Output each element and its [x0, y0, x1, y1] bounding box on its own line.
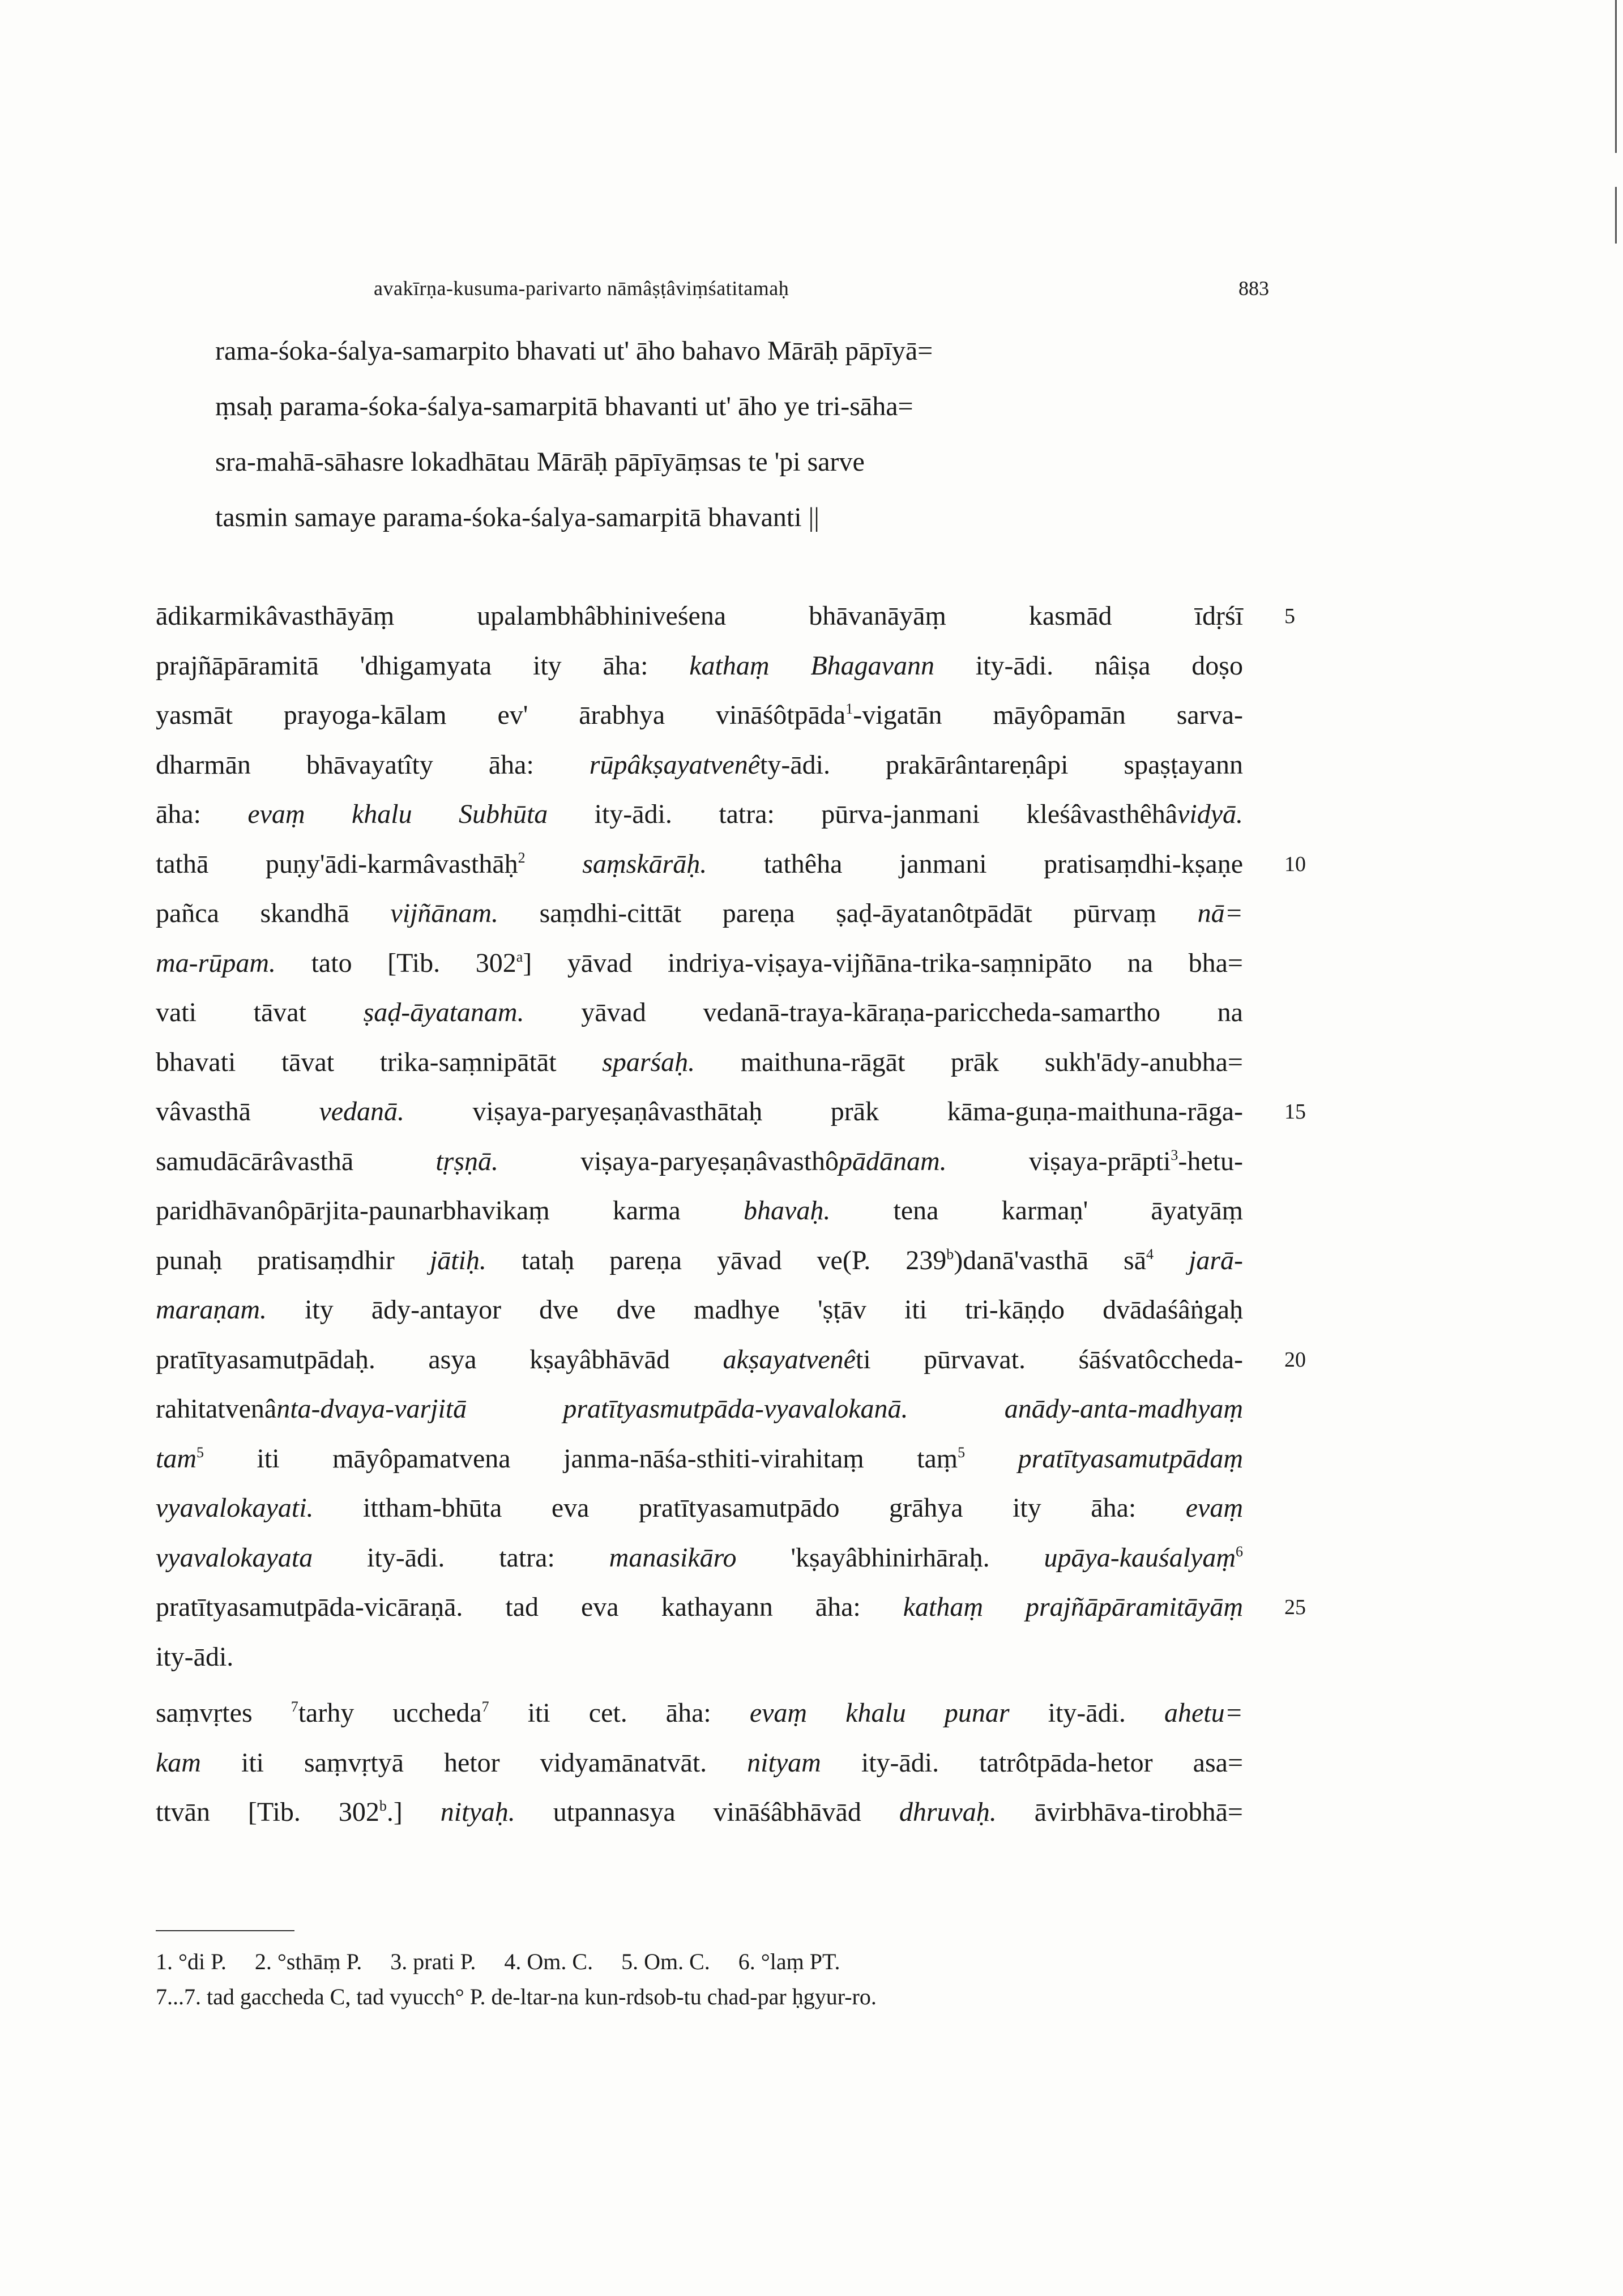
- text-run: rahitatvenâ: [156, 1394, 277, 1424]
- text-run: ity-ādi.: [156, 1642, 234, 1672]
- running-header: [374, 276, 1269, 305]
- text-run: ādikarmikâvasthāyāṃ upalambhâbhiniveśena bhāvanāyāṃ kasmād īdṛśī: [156, 601, 1243, 631]
- italic-term: vijñānam.: [390, 898, 499, 928]
- line-number: 20: [1284, 1348, 1306, 1372]
- text-line: [156, 1590, 1243, 1624]
- footnote-rule: [156, 1930, 294, 1931]
- text-run: tathêha janmani pratisaṃdhi-kṣaṇe: [707, 849, 1244, 879]
- text-line: tasmin samaye parama-śoka-śalya-samarpitā bhavanti ||: [215, 502, 819, 532]
- text-line: [156, 1045, 1243, 1079]
- italic-term: pratītyasamutpādaṃ: [1018, 1444, 1243, 1474]
- text-run: paridhāvanôpārjita-paunarbhavikaṃ karma: [156, 1196, 744, 1226]
- text-run: ity-ādi. nâiṣa doṣo: [934, 651, 1243, 681]
- text-line: [156, 797, 1243, 831]
- text-line: [156, 1194, 1243, 1228]
- scan-edge-mark: [1615, 0, 1617, 153]
- italic-term: kathaṃ Bhagavann: [689, 651, 934, 681]
- text-run: vati tāvat: [156, 997, 364, 1027]
- running-title: avakīrṇa-kusuma-parivarto nāmâṣṭâviṃśatitamaḥ: [374, 277, 789, 300]
- text-line: rama-śoka-śalya-samarpito bhavati ut' āho bahavo Mārāḥ pāpīyā=: [215, 336, 933, 366]
- italic-term: nityam: [747, 1748, 821, 1778]
- italic-term: evaṃ khalu punar: [749, 1698, 1010, 1728]
- footnote-ref: 4: [1146, 1246, 1154, 1262]
- text-run: viṣaya-paryeṣaṇâvasthātaḥ prāk kāma-guṇa-maithuna-rāga-: [404, 1096, 1243, 1126]
- italic-term: vyavalokayata: [156, 1543, 313, 1573]
- text-line: [156, 1491, 1243, 1525]
- text-line: [156, 1244, 1243, 1278]
- text-run: 'kṣayâbhinirhāraḥ.: [736, 1543, 1044, 1573]
- footnote-ref: 2: [518, 850, 526, 866]
- text-run: pratītyasamutpādaḥ. asya kṣayâbhāvād: [156, 1345, 723, 1375]
- text-line: [156, 1795, 1243, 1829]
- line-number: 10: [1284, 852, 1306, 876]
- footnote-ref: a: [516, 949, 523, 965]
- text-run: ti pūrvavat. śāśvatôccheda-: [855, 1345, 1244, 1375]
- text-line: [156, 1640, 1243, 1674]
- footnote-ref: b: [379, 1798, 387, 1814]
- text-line: [156, 698, 1243, 732]
- footnote-ref: 1: [845, 701, 853, 717]
- footnote-line: 1. °di P. 2. °sthāṃ P. 3. prati P. 4. Om. C. 5. Om. C. 6. °laṃ PT.: [156, 1949, 840, 1974]
- footnote-ref: 5: [958, 1444, 966, 1461]
- text-line: [156, 897, 1243, 931]
- italic-term: upāya-kauśalyaṃ: [1044, 1543, 1236, 1573]
- text-run: tato [Tib. 302: [276, 948, 516, 978]
- text-run: utpannasya vināśâbhāvād: [515, 1797, 899, 1827]
- text-run: āvirbhāva-tirobhā=: [996, 1797, 1244, 1827]
- italic-term: pādānam.: [838, 1146, 947, 1176]
- text-run: -hetu-: [1178, 1146, 1243, 1176]
- italic-term: saṃskārāḥ.: [582, 849, 707, 879]
- text-line: [156, 1145, 1243, 1179]
- italic-term: kam: [156, 1748, 201, 1778]
- italic-term: maraṇam.: [156, 1295, 267, 1325]
- italic-term: rūpâkṣayatvenê: [589, 750, 760, 780]
- text-run: viṣaya-prāpti: [946, 1146, 1171, 1176]
- italic-term: vyavalokayati.: [156, 1493, 314, 1523]
- italic-term: nā=: [1197, 898, 1243, 928]
- text-run: [965, 1444, 1018, 1474]
- footnote-ref: 7: [481, 1698, 489, 1715]
- text-run: saṃvṛtes: [156, 1698, 291, 1728]
- italic-term: ma-rūpam.: [156, 948, 276, 978]
- text-run: vâvasthā: [156, 1096, 319, 1126]
- italic-term: dhruvaḥ.: [899, 1797, 997, 1827]
- italic-term: nta-dvaya-varjitā pratītyasmutpāda-vyavalokanā. anādy-anta-madhyaṃ: [276, 1394, 1243, 1424]
- italic-term: akṣayatvenê: [723, 1345, 856, 1375]
- text-line: [156, 1293, 1243, 1327]
- text-run: ity-ādi.: [1009, 1698, 1164, 1728]
- text-line: sra-mahā-sāhasre lokadhātau Mārāḥ pāpīyāṃsas te 'pi sarve: [215, 447, 865, 477]
- text-line: [156, 996, 1243, 1030]
- text-run: ity-ādi. tatra: pūrva-janmani kleśâvasthêhâ: [548, 799, 1178, 829]
- text-run: maithuna-rāgāt prāk sukh'ādy-anubha=: [695, 1047, 1243, 1077]
- text-line: [156, 1442, 1243, 1476]
- text-run: viṣaya-paryeṣaṇâvasthô: [498, 1146, 839, 1176]
- text-run: pañca skandhā: [156, 898, 391, 928]
- text-run: punaḥ pratisaṃdhir: [156, 1245, 430, 1275]
- text-line: [156, 1095, 1243, 1129]
- footnote-line: 7...7. tad gaccheda C, tad vyucch° P. de-ltar-na kun-rdsob-tu chad-par ḥgyur-ro.: [156, 1984, 877, 2009]
- italic-term: kathaṃ prajñāpāramitāyāṃ: [903, 1592, 1243, 1622]
- italic-term: bhavaḥ.: [744, 1196, 831, 1226]
- text-run: iti māyôpamatvena janma-nāśa-sthiti-virahitaṃ taṃ: [204, 1444, 958, 1474]
- line-number: 15: [1284, 1100, 1306, 1124]
- text-line: [156, 847, 1243, 881]
- page-number: 883: [1238, 277, 1269, 300]
- text-run: [1154, 1245, 1189, 1275]
- text-line: ṃsaḥ parama-śoka-śalya-samarpitā bhavanti ut' āho ye tri-sāha=: [215, 391, 913, 421]
- scan-edge-mark: [1615, 187, 1617, 244]
- italic-term: evaṃ khalu Subhūta: [247, 799, 548, 829]
- text-run: )danā'vasthā sā: [954, 1245, 1147, 1275]
- text-run: yasmāt prayoga-kālam ev' ārabhya vināśôtpāda: [156, 700, 846, 730]
- italic-term: jātiḥ.: [429, 1245, 486, 1275]
- italic-term: evaṃ: [1185, 1493, 1243, 1523]
- text-run: ity-ādi. tatrôtpāda-hetor asa=: [821, 1748, 1244, 1778]
- text-line: [156, 748, 1243, 782]
- text-line: [156, 1541, 1243, 1575]
- footnote-ref: 3: [1171, 1147, 1178, 1163]
- italic-term: ṣaḍ-āyatanam.: [363, 997, 524, 1027]
- text-run: samudācārâvasthā: [156, 1146, 436, 1176]
- text-run: bhavati tāvat trika-saṃnipātāt: [156, 1047, 603, 1077]
- text-run: iti cet. āha:: [489, 1698, 750, 1728]
- text-run: .]: [386, 1797, 441, 1827]
- italic-term: nityaḥ.: [440, 1797, 515, 1827]
- text-run: saṃdhi-cittāt pareṇa ṣaḍ-āyatanôtpādāt pūrvaṃ: [498, 898, 1198, 928]
- text-run: prajñāpāramitā 'dhigamyata ity āha:: [156, 651, 690, 681]
- text-line: [156, 649, 1243, 683]
- text-run: tarhy uccheda: [298, 1698, 482, 1728]
- text-line: [156, 599, 1243, 633]
- italic-term: ahetu=: [1164, 1698, 1244, 1728]
- italic-term: jarā-: [1189, 1245, 1244, 1275]
- italic-term: manasikāro: [609, 1543, 737, 1573]
- text-run: dharmān bhāvayatîty āha:: [156, 750, 590, 780]
- text-line: [156, 1746, 1243, 1780]
- line-number: 5: [1284, 604, 1295, 628]
- text-run: tena karmaṇ' āyatyāṃ: [830, 1196, 1244, 1226]
- text-run: tathā puṇy'ādi-karmâvasthāḥ: [156, 849, 518, 879]
- text-run: ttvān [Tib. 302: [156, 1797, 379, 1827]
- text-run: āha:: [156, 799, 248, 829]
- text-run: ittham-bhūta eva pratītyasamutpādo grāhya ity āha:: [313, 1493, 1186, 1523]
- text-run: pratītyasamutpāda-vicāraṇā. tad eva kathayann āha:: [156, 1592, 903, 1622]
- footnote-ref: 5: [197, 1444, 204, 1461]
- text-run: -vigatān māyôpamān sarva-: [853, 700, 1244, 730]
- italic-term: vidyā.: [1177, 799, 1244, 829]
- footnote-ref: 6: [1236, 1543, 1244, 1560]
- text-run: yāvad vedanā-traya-kāraṇa-pariccheda-samartho na: [524, 997, 1243, 1027]
- text-run: ity-ādi. tatra:: [313, 1543, 609, 1573]
- text-run: iti saṃvṛtyā hetor vidyamānatvāt.: [200, 1748, 748, 1778]
- line-number: 25: [1284, 1595, 1306, 1619]
- footnote-ref: b: [946, 1246, 954, 1262]
- text-run: ty-ādi. prakārântareṇâpi spaṣṭayann: [760, 750, 1244, 780]
- italic-term: tam: [156, 1444, 197, 1474]
- text-line: [156, 1696, 1243, 1730]
- italic-term: vedanā.: [319, 1096, 405, 1126]
- text-line: [156, 1392, 1243, 1426]
- text-line: [156, 1343, 1243, 1377]
- text-run: ity ādy-antayor dve dve madhye 'ṣṭāv iti tri-kāṇḍo dvādaśâṅgaḥ: [267, 1295, 1243, 1325]
- text-line: [156, 946, 1243, 980]
- text-run: tataḥ pareṇa yāvad ve(P. 239: [486, 1245, 947, 1275]
- footnote-ref: 7: [291, 1698, 298, 1715]
- italic-term: sparśaḥ.: [602, 1047, 695, 1077]
- italic-term: tṛṣṇā.: [435, 1146, 499, 1176]
- text-run: ] yāvad indriya-viṣaya-vijñāna-trika-saṃnipāto na bha=: [523, 948, 1243, 978]
- text-run: [526, 849, 583, 879]
